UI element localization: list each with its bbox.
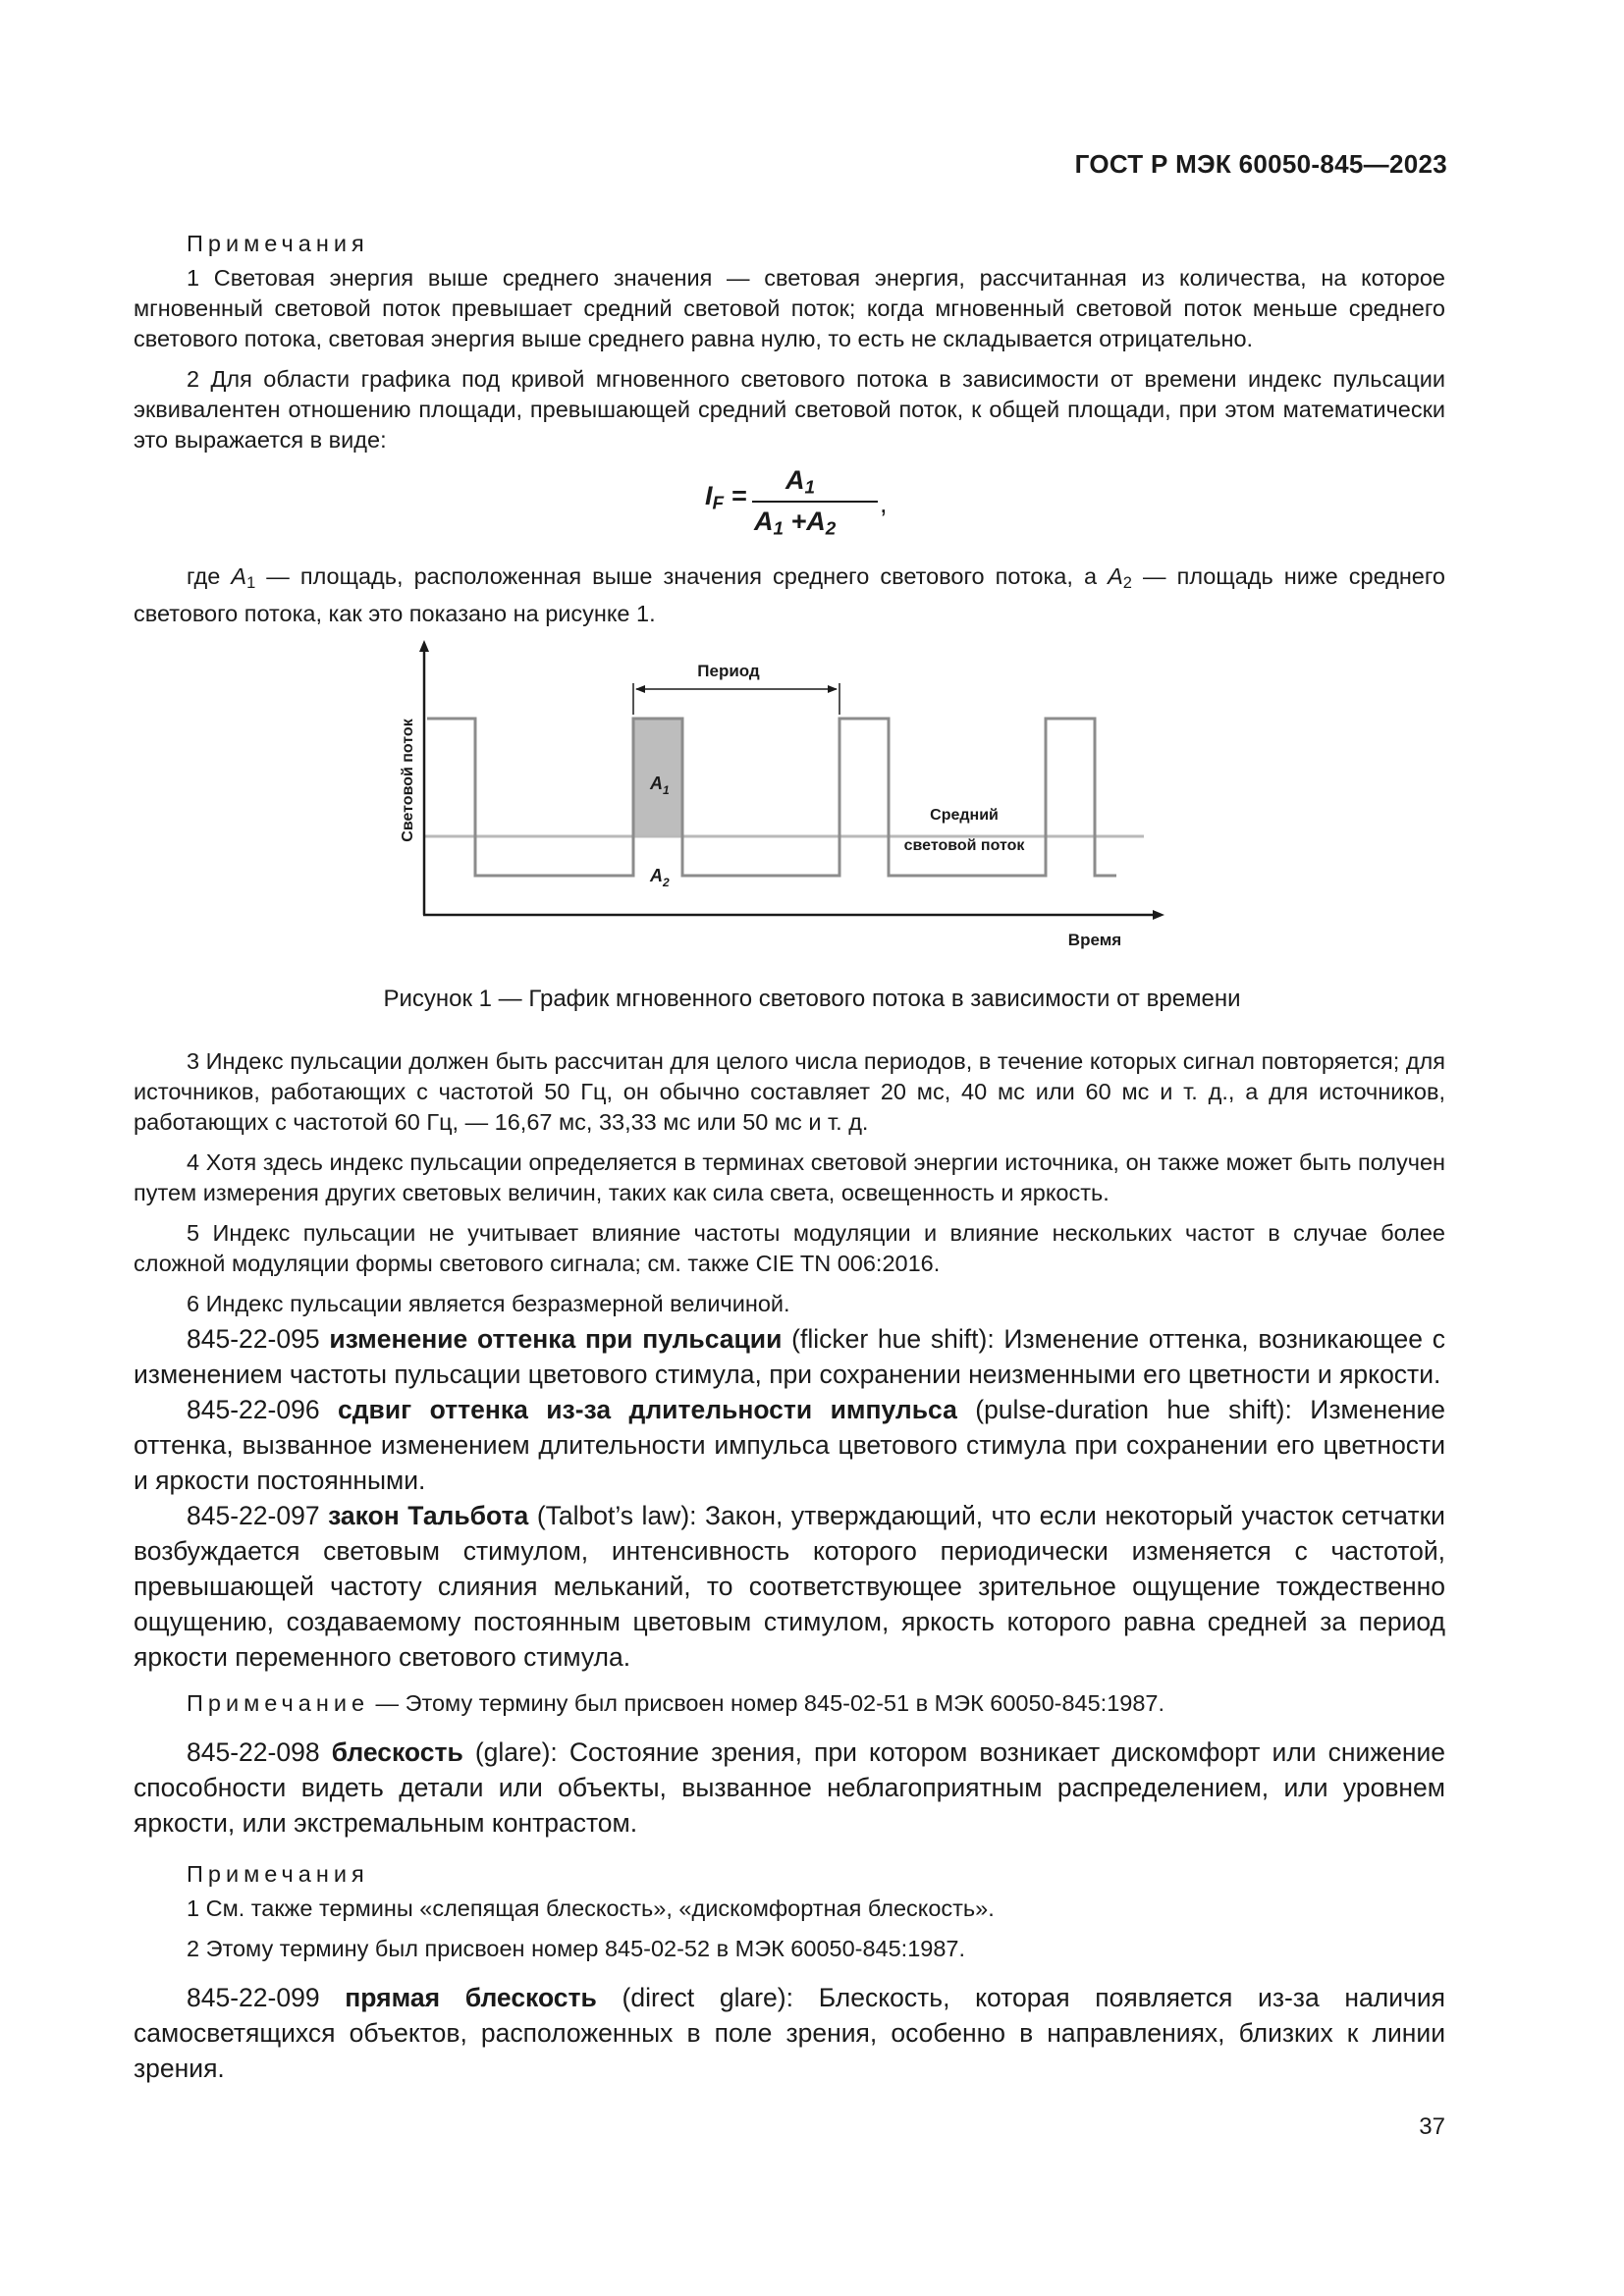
formula-lhs: $I_F$ = <box>705 481 747 514</box>
x-axis-label: Время <box>1067 931 1122 949</box>
where-text: где $A_1$ — площадь, расположенная выше значения среднего светового потока, а $A_2$ — площадь ниже среднего светового потока, как это показано на рисунке 1. <box>134 563 1446 627</box>
formula-numerator: $A_1$ <box>785 465 816 499</box>
note-098-1: 1 См. также термины «слепящая блескость», «дискомфортная блескость». <box>187 1896 995 1921</box>
standard-code: ГОСТ Р МЭК 60050-845—2023 <box>1074 149 1447 179</box>
period-label: Период <box>697 662 760 680</box>
mean-label-line2: световой поток <box>903 837 1025 854</box>
notes-block-1 <box>134 228 1445 465</box>
note-845-22-097: Примечание — Этому термину был присвоен номер 845-02-51 в МЭК 60050-845:1987. <box>187 1690 1165 1716</box>
notes-block-2 <box>134 1046 1445 1329</box>
page-number: 37 <box>1419 2113 1445 2140</box>
flux-vs-time-figure <box>393 638 1168 962</box>
fraction-bar <box>752 501 878 503</box>
figure-caption: Рисунок 1 — График мгновенного светового потока в зависимости от времени <box>383 986 1241 1012</box>
term-845-22-098: 845-22-098 блескость (glare): Состояние зрения, при котором возникает дискомфорт или снижение способности видеть детали или объекты, вызванное неблагоприятным распределением, или уровнем яркости, или экстремальным контрастом. <box>134 1737 1446 1838</box>
term-845-22-095: 845-22-095 изменение оттенка при пульсации (flicker hue shift): Изменение оттенка, возникающее с изменением частоты пульсации цветового стимула, при сохранении неизменными его цветности и яркости. <box>134 1324 1445 1389</box>
pulsation-index-formula <box>687 461 888 540</box>
term-845-22-099: 845-22-099 прямая блескость (direct glare): Блескость, которая появляется из-за наличия самосветящихся объектов, расположенных в поле зрения, особенно в направлениях, близких к линии зрения. <box>134 1983 1445 2083</box>
note-098-2: 2 Этому термину был присвоен номер 845-02-52 в МЭК 60050-845:1987. <box>187 1936 966 1961</box>
note-6: 6 Индекс пульсации является безразмерной величиной. <box>187 1291 790 1316</box>
formula-comma: , <box>880 489 888 518</box>
terms-block <box>134 1321 1445 2086</box>
where-clause <box>134 561 1445 639</box>
notes-098-heading: Примечания <box>187 1861 369 1887</box>
a1-label: $A_1$ <box>650 774 670 797</box>
note-5: 5 Индекс пульсации не учитывает влияние частоты модуляции и влияние нескольких частот в случае более сложной модуляции формы светового сигнала; см. также CIE TN 006:2016. <box>134 1220 1445 1276</box>
mean-label-line1: Средний <box>930 807 999 824</box>
y-axis-label: Световой поток <box>400 719 416 842</box>
a2-label: $A_2$ <box>650 866 670 889</box>
note-1: 1 Световая энергия выше среднего значения — световая энергия, рассчитанная из количества, на которое мгновенный световой поток превышает средний световой поток; когда мгновенный световой поток меньше среднего светового потока, световая энергия выше среднего равна нулю, то есть не складывается отрицательно. <box>134 265 1445 351</box>
term-845-22-096: 845-22-096 сдвиг оттенка из-за длительности импульса (pulse-duration hue shift): Изменение оттенка, вызванное изменением длительности импульса цветового стимула при сохранении его цветности и яркости постоянными. <box>134 1395 1445 1495</box>
formula-denominator: $A_1 +A_2$ <box>754 507 837 540</box>
note-4: 4 Хотя здесь индекс пульсации определяется в терминах световой энергии источника, он также может быть получен путем измерения других световых величин, таких как сила света, освещенность и яркость. <box>134 1149 1445 1205</box>
notes-heading: Примечания <box>187 231 369 256</box>
note-2: 2 Для области графика под кривой мгновенного светового потока в зависимости от времени индекс пульсации эквивалентен отношению площади, превышающей средний световой поток, к общей площади, при этом математически это выражается в виде: <box>134 366 1445 453</box>
note-3: 3 Индекс пульсации должен быть рассчитан для целого числа периодов, в течение которых сигнал повторяется; для источников, работающих с частотой 50 Гц, он обычно составляет 20 мс, 40 мс или 60 мс и т. д., а для источников, работающих с частотой 60 Гц, — 16,67 мс, 33,33 мс или 50 мс и т. д. <box>134 1048 1445 1135</box>
term-845-22-097: 845-22-097 закон Тальбота (Talbot’s law): Закон, утверждающий, что если некоторый участок сетчатки возбуждается световым стимулом, интенсивность которого периодически изменяется с частотой, превышающей частоту слияния мельканий, то соответствующее зрительное ощущение тождественно ощущению, создаваемому постоянным цветовым стимулом, яркость которого равна средней за период яркости переменного светового стимула. <box>134 1501 1445 1672</box>
